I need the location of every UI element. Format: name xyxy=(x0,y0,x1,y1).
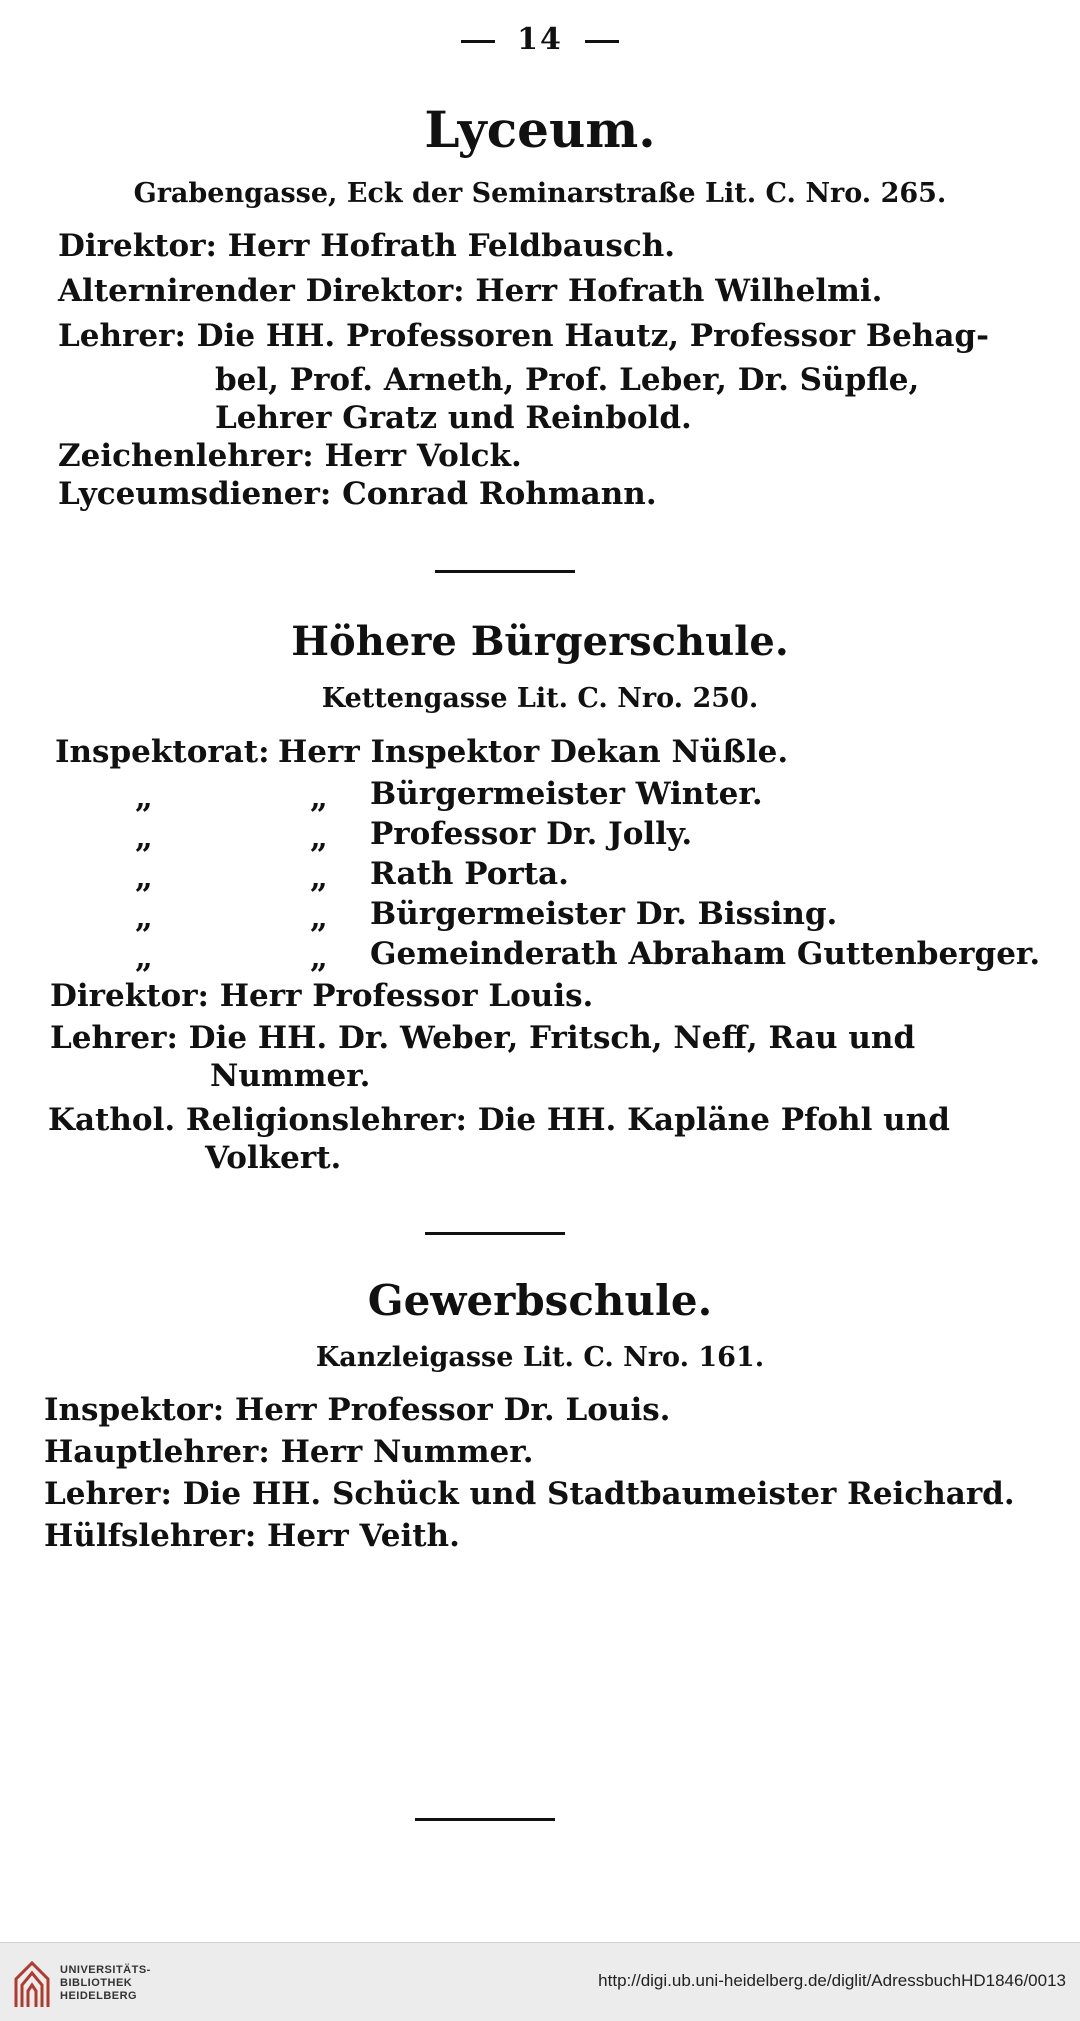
ditto-mark: „ xyxy=(310,780,328,816)
buergerschule-director: Direktor: Herr Professor Louis. xyxy=(50,978,594,1014)
gewerbschule-assistant: Hülfslehrer: Herr Veith. xyxy=(44,1518,460,1554)
inspektorat-member: Gemeinderath Abraham Guttenberger. xyxy=(370,936,1041,972)
dash-left xyxy=(461,40,495,43)
section-divider xyxy=(435,570,575,573)
inspektorat-member: Bürgermeister Dr. Bissing. xyxy=(370,896,838,932)
inspektorat-member: Rath Porta. xyxy=(370,856,569,892)
inspektorat-label: Inspektorat: xyxy=(55,734,270,770)
section-divider xyxy=(425,1232,565,1235)
lyceum-director: Direktor: Herr Hofrath Feldbausch. xyxy=(58,228,676,264)
lyceum-address: Grabengasse, Eck der Seminarstraße Lit. C. Nro. 265. xyxy=(133,178,947,209)
lyceum-teachers-cont1: bel, Prof. Arneth, Prof. Leber, Dr. Süpfle, xyxy=(215,362,920,398)
ditto-mark: „ xyxy=(310,860,328,896)
ditto-mark: „ xyxy=(135,860,153,896)
gewerbschule-title: Gewerbschule. xyxy=(367,1276,713,1325)
institution-line: UNIVERSITÄTS- xyxy=(60,1964,151,1976)
buergerschule-religion-cont: Volkert. xyxy=(205,1140,342,1176)
dash-right xyxy=(585,40,619,43)
buergerschule-title: Höhere Bürgerschule. xyxy=(291,618,789,665)
lyceum-drawing-teacher: Zeichenlehrer: Herr Volck. xyxy=(58,438,522,474)
ditto-mark: „ xyxy=(310,900,328,936)
gewerbschule-address: Kanzleigasse Lit. C. Nro. 161. xyxy=(315,1342,765,1373)
university-library-logo-icon xyxy=(12,1957,52,2009)
section-divider xyxy=(415,1818,555,1821)
gewerbschule-head-teacher: Hauptlehrer: Herr Nummer. xyxy=(44,1434,534,1470)
inspektorat-member: Professor Dr. Jolly. xyxy=(370,816,693,852)
institution-line: BIBLIOTHEK xyxy=(60,1977,133,1989)
institution-name xyxy=(60,1964,151,2003)
lyceum-teachers: Lehrer: Die HH. Professoren Hautz, Professor Behag- xyxy=(58,318,989,354)
buergerschule-address: Kettengasse Lit. C. Nro. 250. xyxy=(321,683,759,714)
lyceum-teachers-cont2: Lehrer Gratz und Reinbold. xyxy=(215,400,692,436)
buergerschule-religion-teachers: Kathol. Religionslehrer: Die HH. Kapläne Pfohl und xyxy=(48,1102,950,1138)
ditto-mark: „ xyxy=(135,900,153,936)
source-url-link[interactable]: http://digi.ub.uni-heidelberg.de/diglit/AdressbuchHD1846/0013 xyxy=(598,1971,1066,1990)
gewerbschule-inspector: Inspektor: Herr Professor Dr. Louis. xyxy=(44,1392,671,1428)
ditto-mark: „ xyxy=(310,820,328,856)
ditto-mark: „ xyxy=(135,780,153,816)
lyceum-title: Lyceum. xyxy=(424,100,656,159)
inspektorat-member: Bürgermeister Winter. xyxy=(370,776,763,812)
buergerschule-teachers-cont: Nummer. xyxy=(210,1058,371,1094)
lyceum-servant: Lyceumsdiener: Conrad Rohmann. xyxy=(58,476,657,512)
page-number-text: 14 xyxy=(517,22,563,57)
institution-line: HEIDELBERG xyxy=(60,1990,138,2002)
page-number xyxy=(0,22,1080,57)
ditto-mark: „ xyxy=(135,940,153,976)
ditto-mark: „ xyxy=(135,820,153,856)
inspektorat-member: Herr Inspektor Dekan Nüßle. xyxy=(278,734,789,770)
ditto-mark: „ xyxy=(310,940,328,976)
lyceum-alt-director: Alternirender Direktor: Herr Hofrath Wilhelmi. xyxy=(58,273,883,309)
buergerschule-teachers: Lehrer: Die HH. Dr. Weber, Fritsch, Neff, Rau und xyxy=(50,1020,916,1056)
library-footer xyxy=(0,1942,1080,2021)
gewerbschule-teachers: Lehrer: Die HH. Schück und Stadtbaumeister Reichard. xyxy=(44,1476,1015,1512)
